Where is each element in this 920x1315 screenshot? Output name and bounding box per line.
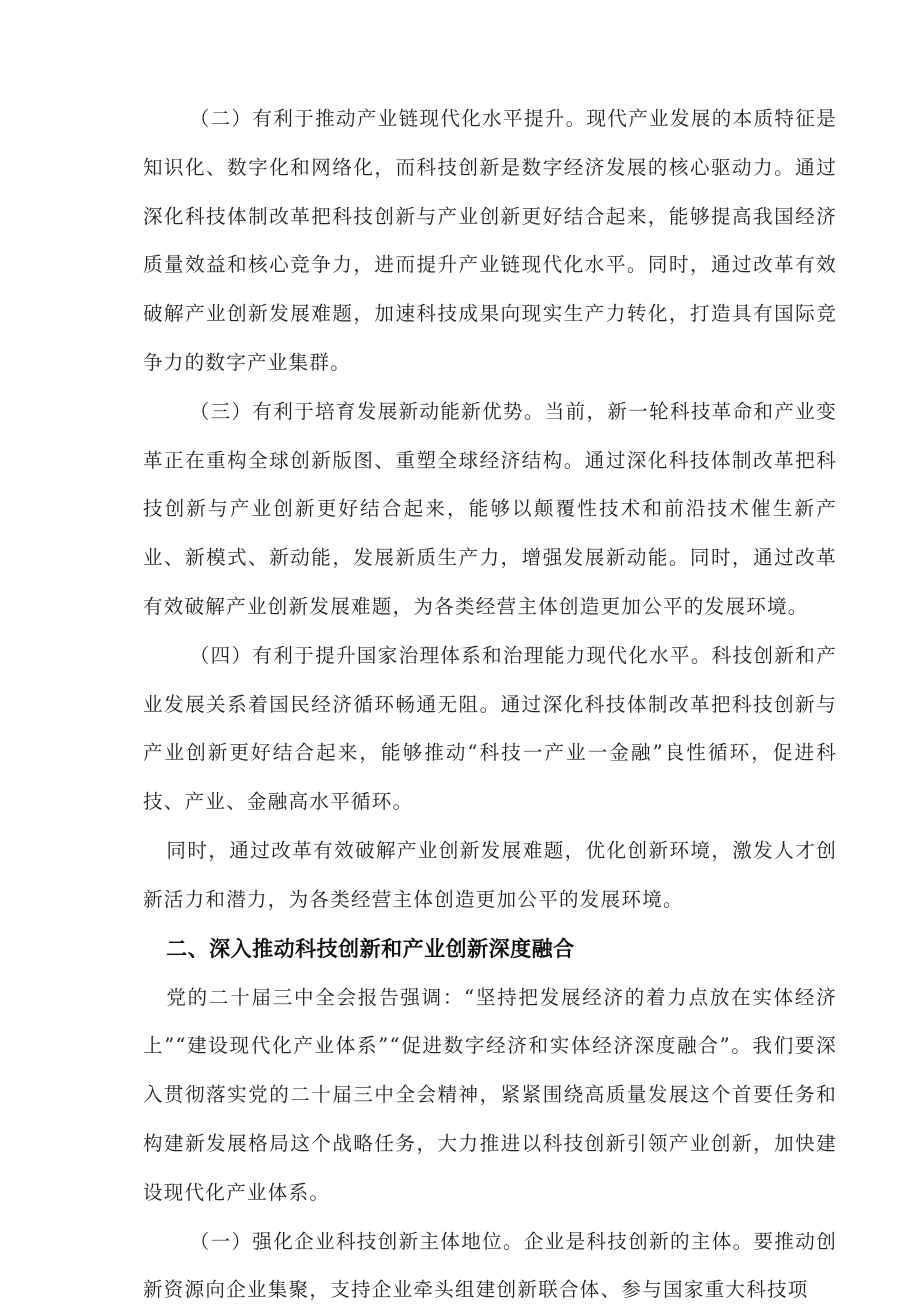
- section-heading: 二、深入推动科技创新和产业创新深度融合: [166, 936, 575, 961]
- document-body: [143, 95, 837, 1315]
- paragraph-2-1: （二）有利于推动产业链现代化水平提升。现代产业发展的本质特征是知识化、数字化和网络化，而科技创新是数字经济发展的核心驱动力。通过深化科技体制改革把科技创新与产业创新更好结合起来，能够提高我国经济质量效益和核心竞争力，进而提升产业链现代化水平。同时，通过改革有效破解产业创新发展难题，加速科技成果向现实生产力转化，打造具有国际竞争力的数字产业集群。: [143, 107, 837, 374]
- section-paragraph-1: （一）强化企业科技创新主体地位。企业是科技创新的主体。要推动创新资源向企业集聚，支持企业牵头组建创新联合体、参与国家重大科技项: [143, 1229, 837, 1302]
- paragraph-continuation: 同时，通过改革有效破解产业创新发展难题，优化创新环境，激发人才创新活力和潜力，为各类经营主体创造更加公平的发展环境。: [143, 838, 837, 911]
- paragraph-2-2: （三）有利于培育发展新动能新优势。当前，新一轮科技革命和产业变革正在重构全球创新版图、重塑全球经济结构。通过深化科技体制改革把科技创新与产业创新更好结合起来，能够以颠覆性技术和前沿技术催生新产业、新模式、新动能，发展新质生产力，增强发展新动能。同时，通过改革有效破解产业创新发展难题，为各类经营主体创造更加公平的发展环境。: [143, 399, 837, 618]
- paragraph-2-3: （四）有利于提升国家治理体系和治理能力现代化水平。科技创新和产业发展关系着国民经济循环畅通无阻。通过深化科技体制改革把科技创新与产业创新更好结合起来，能够推动“科技一产业一金融”良性循环，促进科技、产业、金融高水平循环。: [143, 643, 837, 814]
- section-intro-paragraph: 党的二十届三中全会报告强调：“坚持把发展经济的着力点放在实体经济上”“建设现代化产业体系”“促进数字经济和实体经济深度融合”。我们要深入贯彻落实党的二十届三中全会精神，紧紧围绕高质量发展这个首要任务和构建新发展格局这个战略任务，大力推进以科技创新引领产业创新，加快建设现代化产业体系。: [143, 985, 837, 1204]
